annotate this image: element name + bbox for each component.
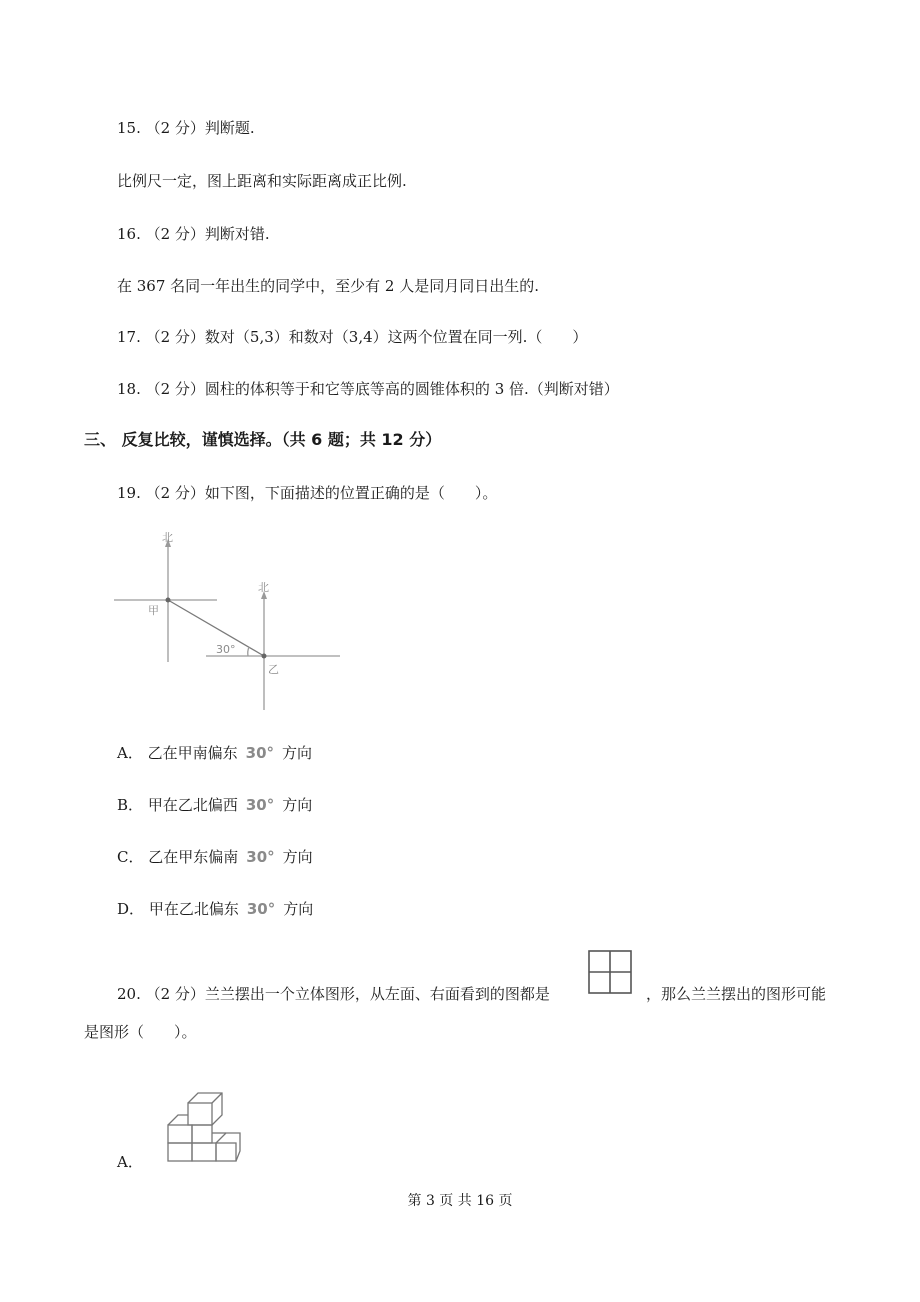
option-text: 甲在乙北偏东 — [148, 900, 239, 918]
option-text: 乙在甲东偏南 — [148, 848, 239, 866]
direction-diagram-svg — [110, 525, 350, 715]
page-footer: 第 3 页 共 16 页 — [407, 1193, 513, 1209]
option-degree: 30° — [246, 900, 276, 918]
north-label-a: 北 — [162, 531, 173, 544]
option-letter: C． — [117, 848, 144, 866]
north-label-b: 北 — [258, 581, 269, 594]
option-letter: D． — [117, 900, 145, 918]
q19-stem: 19. （2 分）如下图，下面描述的位置正确的是（ ）。 — [117, 484, 498, 502]
q15-head: 15. （2 分）判断题. — [117, 119, 255, 137]
q20-option-a-cube-figure — [160, 1085, 250, 1165]
option-letter: A． — [117, 744, 143, 762]
side-view-grid-svg — [588, 950, 632, 994]
q16-body: 在 367 名同一年出生的同学中，至少有 2 人是同月同日出生的. — [117, 277, 540, 295]
q20-option-a-label[interactable]: A． — [117, 1153, 143, 1171]
option-text: 乙在甲南偏东 — [147, 744, 238, 762]
option-text: 甲在乙北偏西 — [147, 796, 238, 814]
option-degree: 30° — [245, 796, 275, 814]
q20-stem-b: ，那么兰兰摆出的图形可能 — [646, 985, 827, 1003]
q20-side-view-grid — [588, 950, 632, 994]
point-a-dot — [166, 598, 171, 603]
option-suffix: 方向 — [282, 744, 313, 762]
option-suffix: 方向 — [283, 900, 314, 918]
point-b-dot — [262, 654, 267, 659]
q19-option-c[interactable] — [117, 847, 313, 867]
point-a-label: 甲 — [148, 604, 159, 617]
q19-direction-diagram — [110, 525, 350, 715]
option-letter: B． — [117, 796, 144, 814]
point-b-label: 乙 — [268, 663, 279, 676]
q18-text: 18. （2 分）圆柱的体积等于和它等底等高的圆锥体积的 3 倍.（判断对错） — [117, 380, 619, 398]
q19-option-b[interactable] — [117, 795, 312, 815]
option-suffix: 方向 — [282, 848, 313, 866]
q15-body: 比例尺一定，图上距离和实际距离成正比例. — [117, 172, 407, 190]
option-degree: 30° — [246, 848, 275, 866]
q19-option-d[interactable] — [117, 899, 313, 919]
q20-stem-a: 20. （2 分）兰兰摆出一个立体图形，从左面、右面看到的图都是 — [117, 985, 550, 1003]
option-suffix: 方向 — [282, 796, 313, 814]
q19-option-a[interactable] — [117, 743, 312, 763]
q17-text: 17. （2 分）数对（5,3）和数对（3,4）这两个位置在同一列.（ ） — [117, 328, 588, 346]
q20-stem-c: 是图形（ ）。 — [84, 1023, 197, 1041]
cube-figure-svg — [160, 1085, 250, 1165]
angle-arc — [248, 647, 249, 656]
q16-head: 16. （2 分）判断对错. — [117, 225, 270, 243]
option-degree: 30° — [245, 744, 275, 762]
angle-label: 30° — [216, 643, 236, 656]
section3-title: 三、 反复比较，谨慎选择。（共 6 题；共 12 分） — [84, 430, 442, 449]
